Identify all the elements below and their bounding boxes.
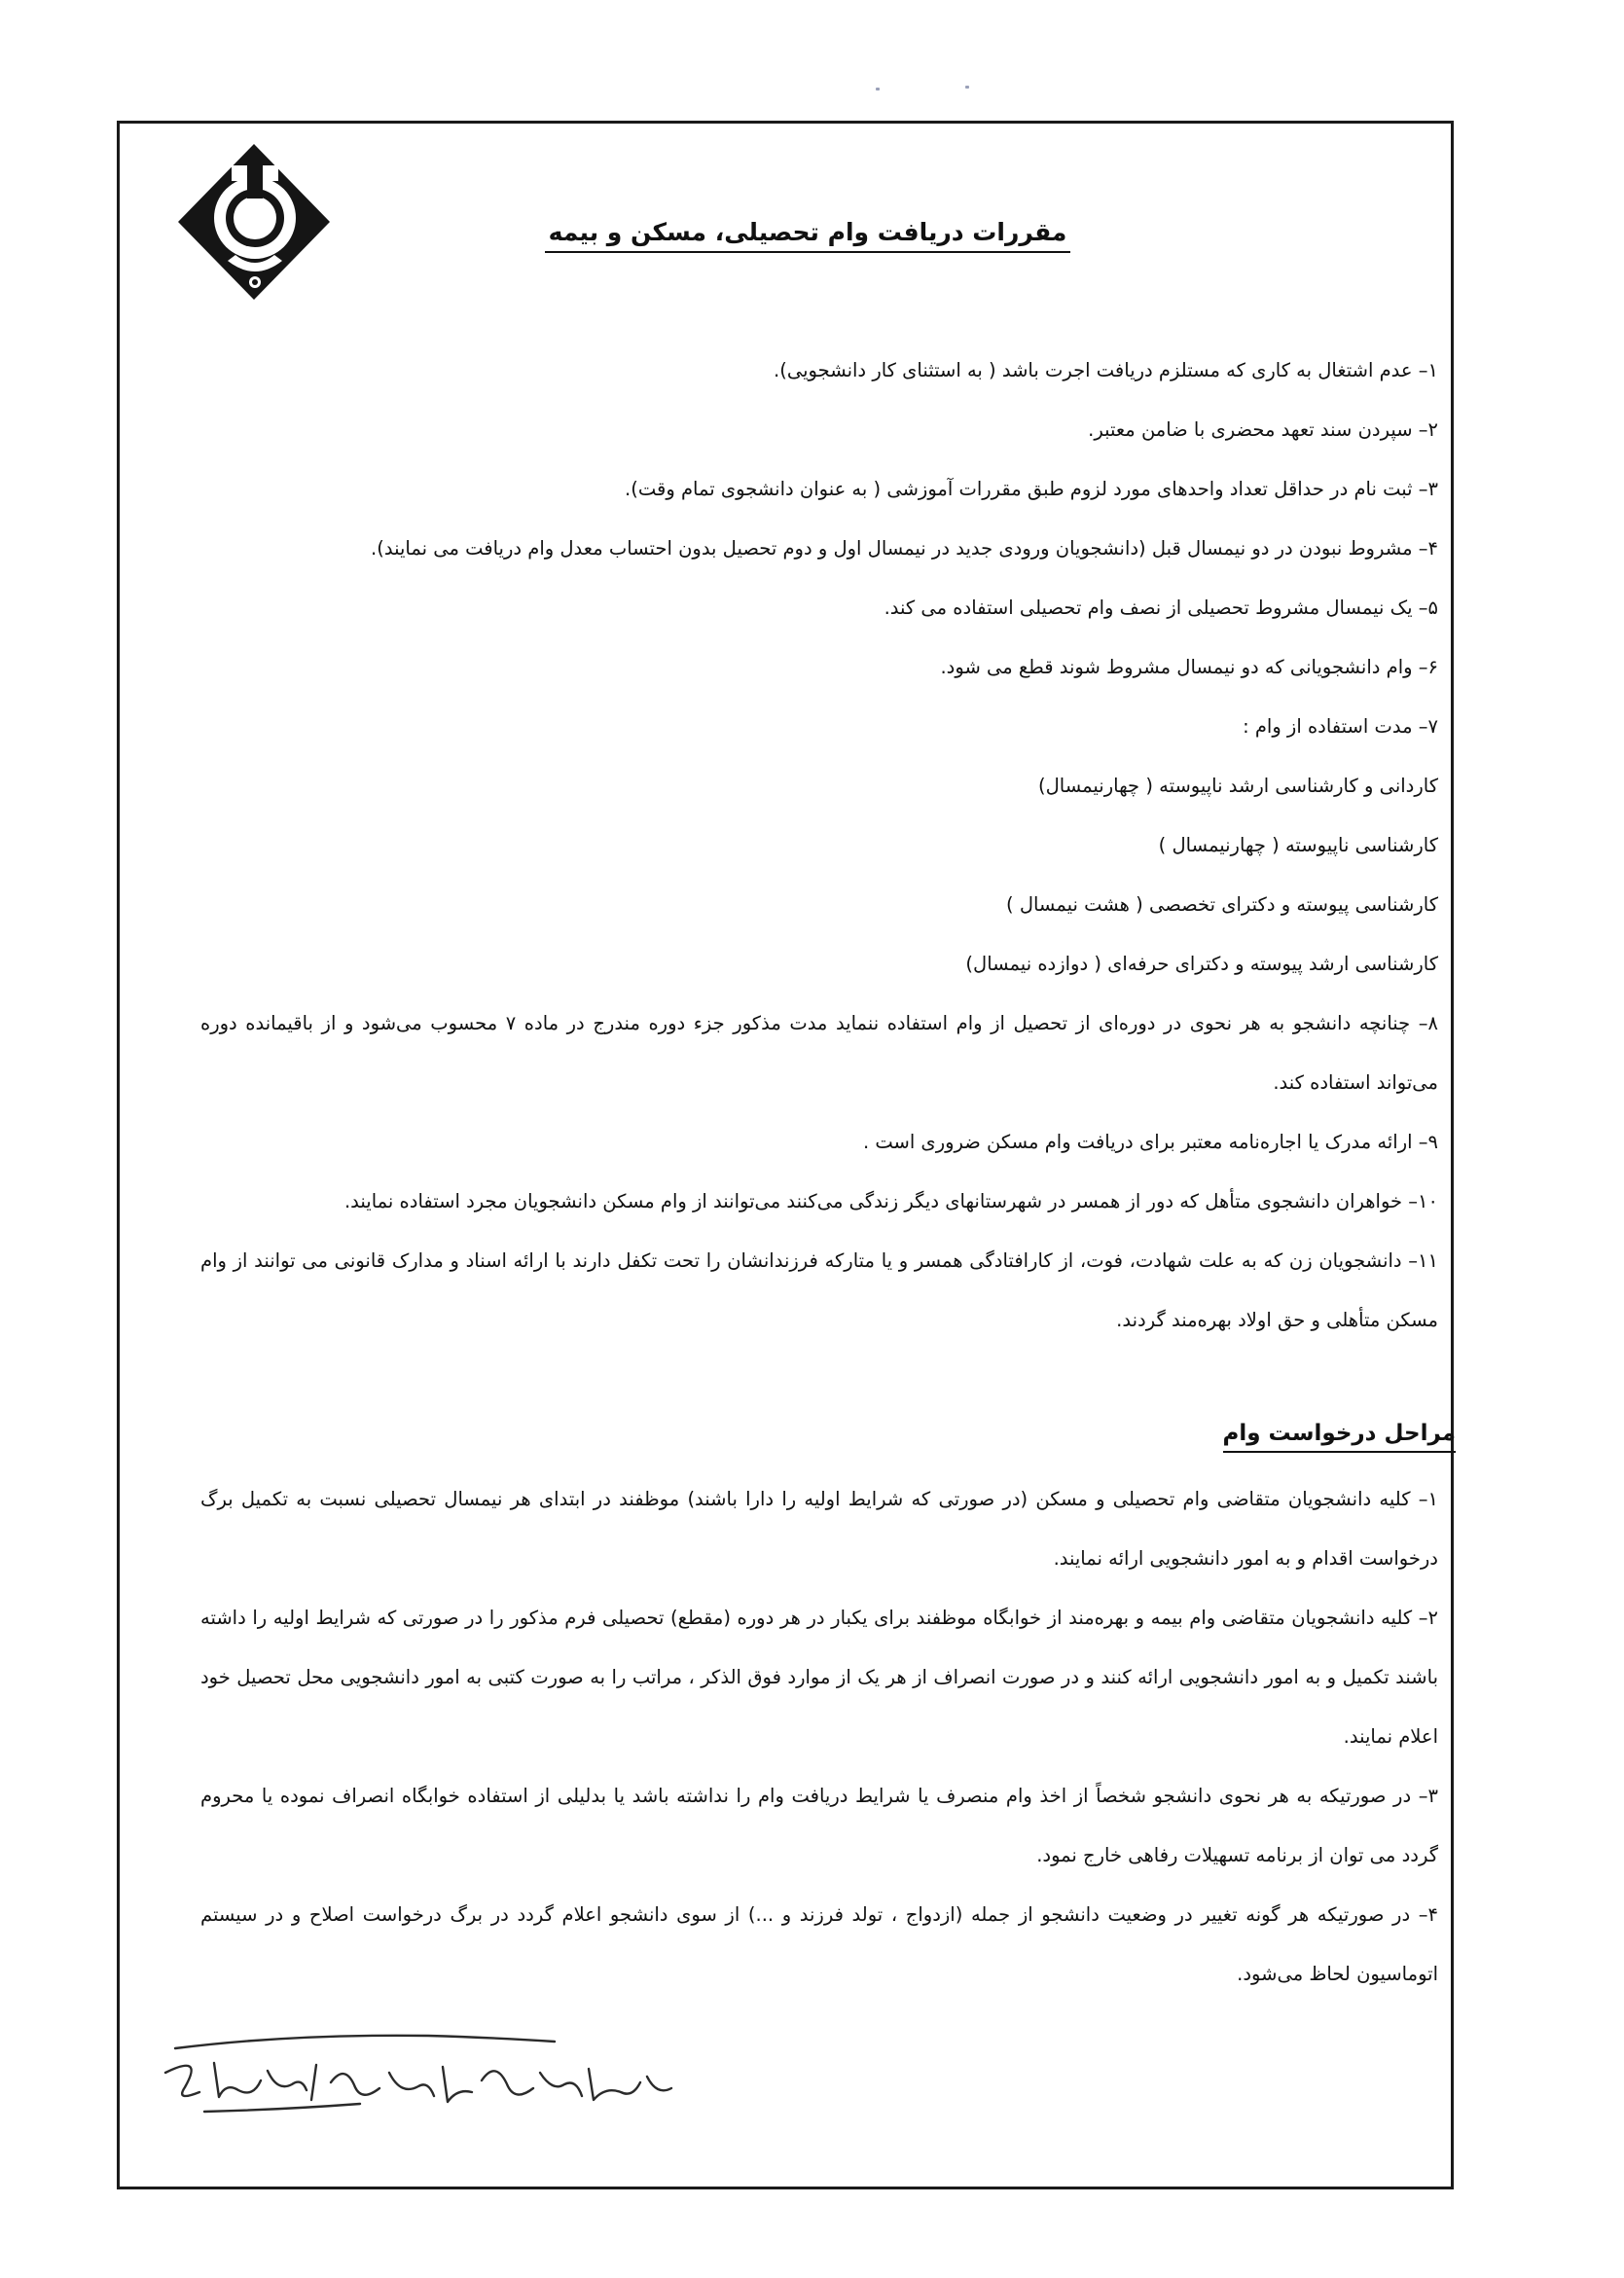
- rule-item: ۴– مشروط نبودن در دو نیمسال قبل (دانشجویان ورودی جدید در نیمسال اول و دوم تحصیل بدون احتساب معدل وام دریافت می نمایند).: [371, 537, 1438, 560]
- handwritten-signature: [146, 1995, 710, 2141]
- rule-item: ۷– مدت استفاده از وام :: [1243, 715, 1438, 738]
- rule-item: ۱– عدم اشتغال به کاری که مستلزم دریافت اجرت باشد ( به استثنای کار دانشجویی).: [774, 359, 1438, 381]
- scan-artifact: [876, 86, 992, 95]
- rule-item: ۱۰– خواهران دانشجوی متأهل که دور از همسر در شهرستانهای دیگر زندگی می‌کنند می‌توانند از وام مسکن دانشجویان مجرد استفاده نمایند.: [343, 1190, 1438, 1212]
- duration-item: کارشناسی ارشد پیوسته و دکترای حرفه‌ای ( دوازده نیمسال): [965, 953, 1438, 975]
- duration-item: کاردانی و کارشناسی ارشد ناپیوسته ( چهارنیمسال): [1038, 775, 1438, 797]
- duration-item: کارشناسی ناپیوسته ( چهارنیمسال ): [1158, 834, 1438, 856]
- university-logo: [169, 136, 340, 307]
- duration-item: کارشناسی پیوسته و دکترای تخصصی ( هشت نیمسال ): [1006, 893, 1438, 916]
- rule-item: ۳– ثبت نام در حداقل تعداد واحدهای مورد لزوم طبق مقررات آموزشی ( به عنوان دانشجوی تمام وقت).: [625, 478, 1438, 500]
- rules-section: [200, 341, 1438, 1350]
- step-item: ۱– کلیه دانشجویان متقاضی وام تحصیلی و مسکن (در صورتی که شرایط اولیه را دارا باشند) موظفند در ابتدای هر نیمسال تحصیلی نسبت به تکمیل برگ درخواست اقدام و به امور دانشجویی ارائه نمایند.: [200, 1488, 1438, 1570]
- rule-item: ۹– ارائه مدرک یا اجاره‌نامه معتبر برای دریافت وام مسکن ضروری است .: [862, 1131, 1438, 1153]
- document-title: مقررات دریافت وام تحصیلی، مسکن و بیمه: [545, 216, 1070, 253]
- rule-item: ۲– سپردن سند تعهد محضری با ضامن معتبر.: [1088, 418, 1438, 441]
- rule-item: ۵– یک نیمسال مشروط تحصیلی از نصف وام تحصیلی استفاده می کند.: [884, 597, 1438, 619]
- rule-item: ۸– چنانچه دانشجو به هر نحوی در دوره‌ای از تحصیل از وام استفاده ننماید مدت مذکور جزء دوره مندرج در ماده ۷ محسوب می‌شود و از باقیمانده دوره می‌تواند استفاده کند.: [200, 1012, 1439, 1094]
- steps-section: [200, 1469, 1438, 2004]
- step-item: ۳– در صورتیکه به هر نحوی دانشجو شخصاً از اخذ وام منصرف یا شرایط دریافت وام را نداشته باشد یا بدلیلی از استفاده خوابگاه انصراف نموده یا محروم گردد می توان از برنامه تسهیلات رفاهی خارج نمود.: [200, 1785, 1438, 1866]
- rule-item: ۶– وام دانشجویانی که دو نیمسال مشروط شوند قطع می شود.: [940, 656, 1438, 678]
- rule-item: ۱۱– دانشجویان زن که به علت شهادت، فوت، از کارافتادگی همسر و یا متارکه فرزندانشان را تحت تکفل دارند با ارائه اسناد و مدارک قانونی می توانند از وام مسکن متأهلی و حق اولاد بهره‌مند گردند.: [200, 1249, 1438, 1331]
- step-item: ۴– در صورتیکه هر گونه تغییر در وضعیت دانشجو از جمله (ازدواج ، تولد فرزند و ...) از سوی دانشجو اعلام گردد در برگ درخواست اصلاح و در سیستم اتوماسیون لحاظ می‌شود.: [200, 1903, 1438, 1985]
- steps-heading: مراحل درخواست وام: [1223, 1418, 1456, 1453]
- step-item: ۲– کلیه دانشجویان متقاضی وام بیمه و بهره‌مند از خوابگاه موظفند برای یکبار در هر دوره (مقطع) تحصیلی فرم مذکور را در صورتی که شرایط اولیه را داشته باشند تکمیل و به امور دانشجویی ارائه کنند و در صورت انصراف از هر یک از موارد فوق الذکر ، مراتب را به صورت کتبی به امور دانشجویی محل تحصیل خود اعلام نمایند.: [200, 1607, 1438, 1748]
